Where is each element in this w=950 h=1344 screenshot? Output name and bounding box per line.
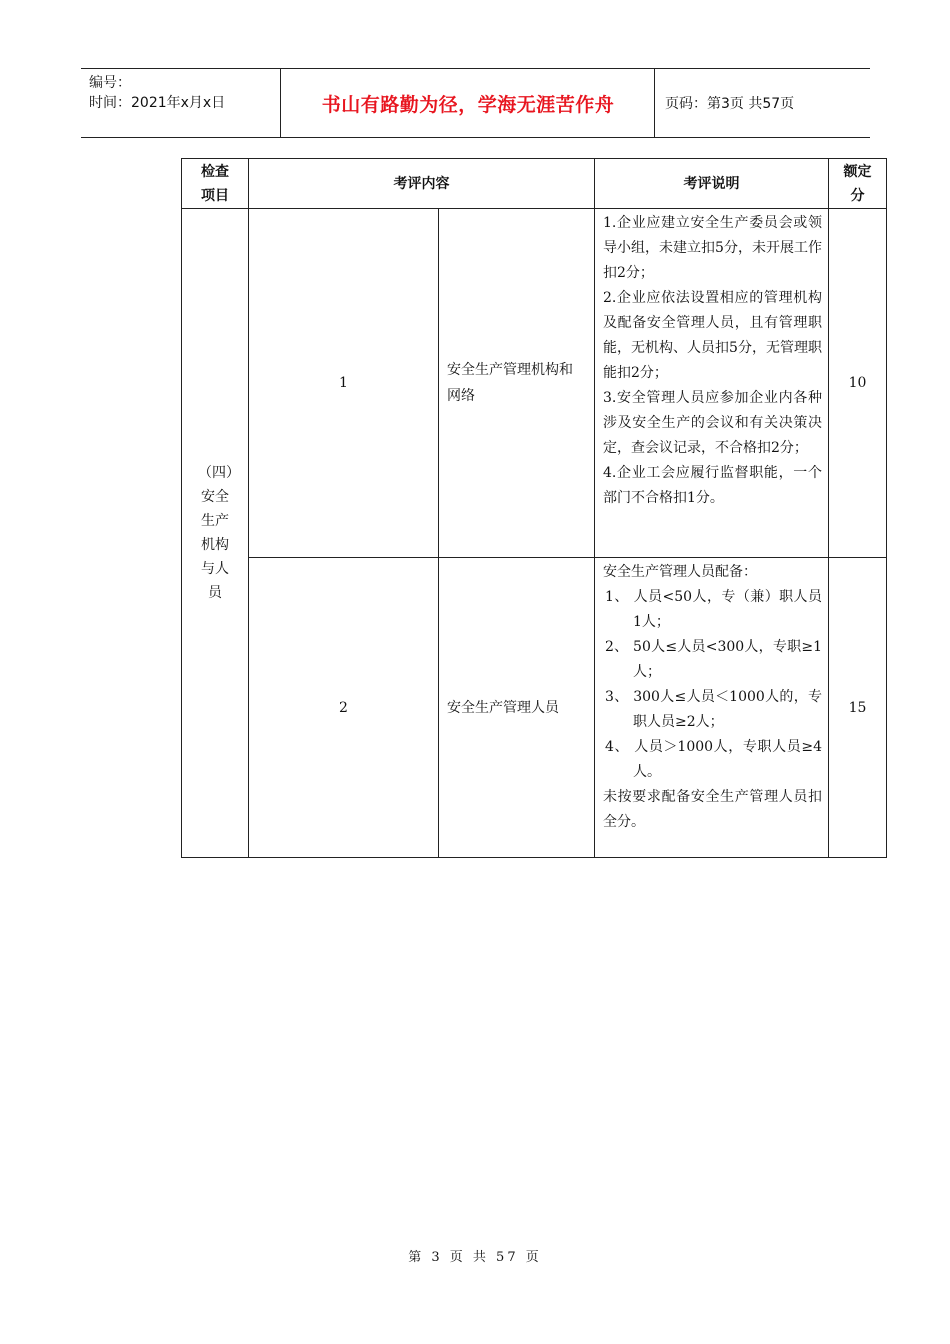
table-row: [182, 558, 887, 858]
row-score: 10: [829, 209, 887, 558]
row-index: 2: [249, 558, 439, 858]
row-item: 安全生产管理机构和网络: [439, 209, 595, 558]
row-item: 安全生产管理人员: [439, 558, 595, 858]
explanation-line: 3.安全管理人员应参加企业内各种涉及安全生产的会议和有关决策决定，查会议记录，不合格扣2分；: [603, 390, 822, 456]
explanation-subline: 4、 人员＞1000人，专职人员≥4人。: [605, 739, 822, 780]
explanation-subline: 2、 50人≤人员<300人，专职≥1人；: [605, 639, 822, 680]
explanation-line: 1.企业应建立安全生产委员会或领导小组，未建立扣5分，未开展工作扣2分；: [603, 215, 822, 281]
evaluation-table: [181, 158, 887, 858]
category-cell: [182, 209, 249, 858]
header-category: 检查项目: [182, 159, 249, 209]
row-score: 15: [829, 558, 887, 858]
explanation-subline: 1、 人员<50人，专（兼）职人员1人；: [605, 589, 822, 630]
row-index: 1: [249, 209, 439, 558]
table-header-row: [182, 159, 887, 209]
row-explanation: [595, 558, 829, 858]
header-page-label: 页码：第3页 共57页: [665, 96, 795, 112]
category-label: （四）安全生产机构与人员: [198, 465, 240, 601]
header-motto: 书山有路勤为径，学海无涯苦作舟: [282, 69, 655, 137]
page-footer: 第 3 页 共 57 页: [408, 1250, 542, 1265]
row-explanation: [595, 209, 829, 558]
explanation-subline: 3、 300人≤人员＜1000人的，专职人员≥2人；: [605, 689, 822, 730]
explanation-line: 2.企业应依法设置相应的管理机构及配备安全管理人员，且有管理职能，无机构、人员扣5分，无管理职能扣2分；: [603, 290, 822, 381]
header-content: 考评内容: [249, 159, 595, 209]
page-header: [81, 68, 870, 138]
code-label: 编号：: [89, 75, 131, 91]
explanation-intro: 安全生产管理人员配备：: [603, 564, 757, 580]
header-explanation: 考评说明: [595, 159, 829, 209]
header-meta: [81, 69, 281, 137]
header-score: 额定分: [829, 159, 887, 209]
table-row: [182, 209, 887, 558]
explanation-line: 4.企业工会应履行监督职能，一个部门不合格扣1分。: [603, 465, 822, 506]
explanation-outro: 未按要求配备安全生产管理人员扣全分。: [603, 789, 822, 830]
time-label: 时间：2021年x月x日: [89, 95, 226, 111]
